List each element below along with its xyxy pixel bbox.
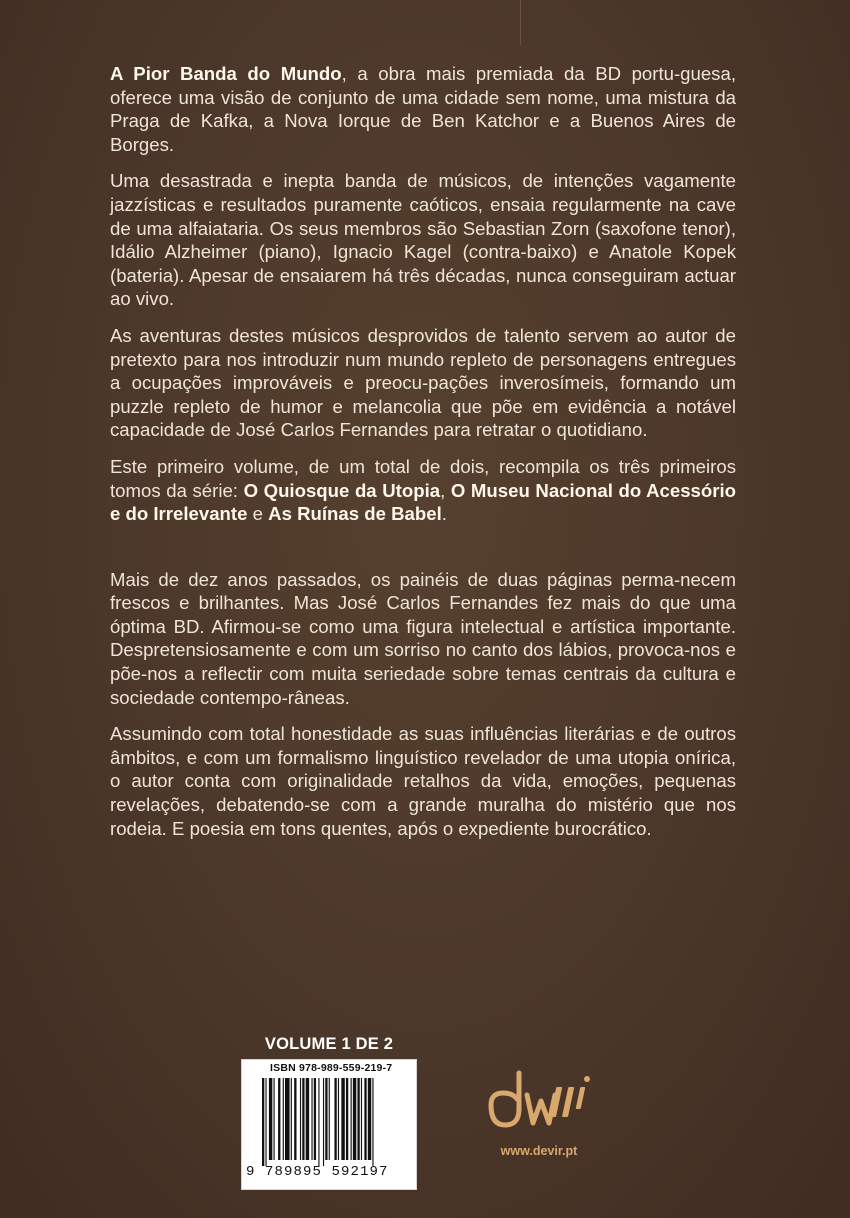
paragraph-text: , [440, 479, 451, 501]
devir-logo-icon [483, 1065, 593, 1135]
volume-label: VOLUME 1 DE 2 [264, 1035, 394, 1053]
paragraph-text: . [441, 503, 447, 525]
paragraph-text: e [247, 503, 269, 525]
synopsis-paragraph [110, 722, 736, 840]
paragraph-text: Assumindo com total honestidade as suas influências literárias e de outros âmbitos, e com um formalismo linguístico revelador de uma utopia onírica, o autor conta com originalidade retalhos da vida, emoções, pequenas revelações, debatendo-se com a grande muralha do mistério que nos rodeia. E poesia em tons quentes, após o expediente burocrático. [110, 723, 736, 839]
synopsis-paragraph [110, 169, 736, 311]
paragraph-text: Uma desastrada e inepta banda de músicos, de intenções vagamente jazzísticas e resultados puramente caóticos, ensaia regularmente na cave de uma alfaiataria. Os seus membros são Sebastian Zorn (saxofone tenor), Idálio Alzheimer (piano), Ignacio Kagel (contra-baixo) e Anatole Kopek (bateria). Apesar de ensaiarem há três décadas, nunca conseguiram actuar ao vivo. [110, 170, 736, 310]
paragraph-text: Mais de dez anos passados, os painéis de duas páginas perma-necem frescos e brilhantes. Mas José Carlos Fernandes fez mais do que uma óptima BD. Afirmou-se como uma figura intelectual e artística importante. Despretensiosamente e com um sorriso no canto dos lábios, provoca-nos e põe-nos a reflectir com muita seriedade sobre temas centrais da cultura e sociedade contempo-râneas. [110, 568, 736, 708]
title-emphasis: As Ruínas de Babel [268, 503, 442, 525]
synopsis-paragraph [110, 455, 736, 526]
synopsis-paragraph [110, 568, 736, 710]
synopsis-paragraph [110, 62, 736, 156]
barcode-label [241, 1059, 417, 1190]
spine-mark [520, 0, 521, 45]
barcode-icon [262, 1078, 412, 1166]
isbn-text: ISBN 978-989-559-219-7 [270, 1062, 393, 1074]
title-emphasis: A Pior Banda do Mundo [110, 63, 342, 84]
paragraph-text: As aventuras destes músicos desprovidos de talento servem ao autor de pretexto para nos introduzir num mundo repleto de personagens entregues a ocupações improváveis e preocu-pações inverosímeis, formando um puzzle repleto de humor e melancolia que põe em evidência a notável capacidade de José Carlos Fernandes para retratar o quotidiano. [110, 324, 736, 441]
title-emphasis: O Quiosque da Utopia [243, 479, 441, 501]
barcode-area [241, 1035, 417, 1190]
paragraph-text: , a obra mais premiada da BD portu-guesa, oferece uma visão de conjunto de uma cidade sem nome, uma mistura da Praga de Kafka, a Nova Iorque de Ben Katchor e a Buenos Aires de Borges. [110, 63, 736, 155]
synopsis-paragraph [110, 324, 736, 442]
title-emphasis: O Museu Nacional do Acessório e do Irrelevante [110, 479, 737, 525]
synopsis-text [110, 62, 736, 853]
publisher-website: www.devir.pt [500, 1144, 578, 1158]
paragraph-text: Este primeiro volume, de um total de dois, recompila os três primeiros tomos da série: [110, 455, 736, 501]
barcode-digits: 9 789895 592197 [246, 1164, 389, 1180]
